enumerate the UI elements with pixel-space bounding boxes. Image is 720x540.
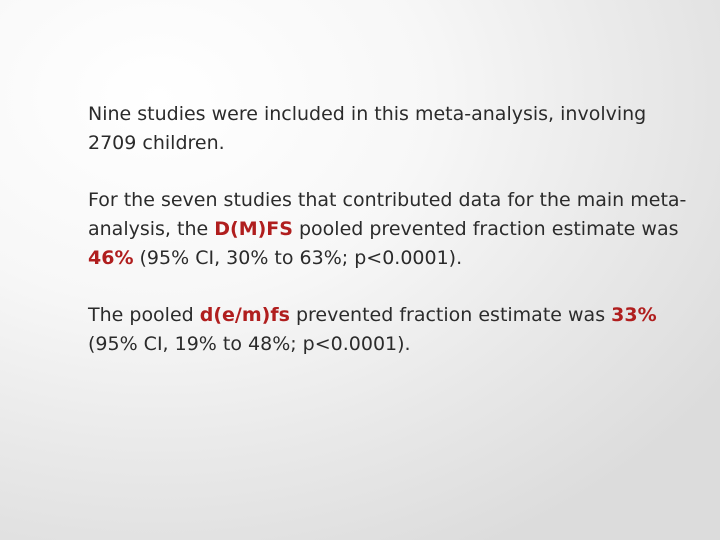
studies-text: Nine studies were included in this meta-analysis, involving 2709 children. <box>88 103 647 154</box>
defs-intro-text: The pooled <box>88 304 200 326</box>
defs-estimate-value: 33% <box>611 304 657 326</box>
dmfs-ci-text: (95% CI, 30% to 63%; p<0.0001). <box>133 247 463 269</box>
slide-body <box>88 100 688 387</box>
dmfs-mid-text: pooled prevented fraction estimate was <box>292 218 679 240</box>
paragraph-dmfs <box>88 186 688 273</box>
paragraph-defs <box>88 301 688 359</box>
paragraph-studies <box>88 100 688 158</box>
dmfs-estimate-value: 46% <box>88 247 134 269</box>
defs-mid-text: prevented fraction estimate was <box>289 304 612 326</box>
defs-ci-text: (95% CI, 19% to 48%; p<0.0001). <box>88 333 411 355</box>
dmfs-intro-text: For the seven studies that contributed data for the main meta-analysis, the <box>88 189 687 240</box>
dmfs-term: D(M)FS <box>214 218 293 240</box>
defs-term: d(e/m)fs <box>199 304 290 326</box>
